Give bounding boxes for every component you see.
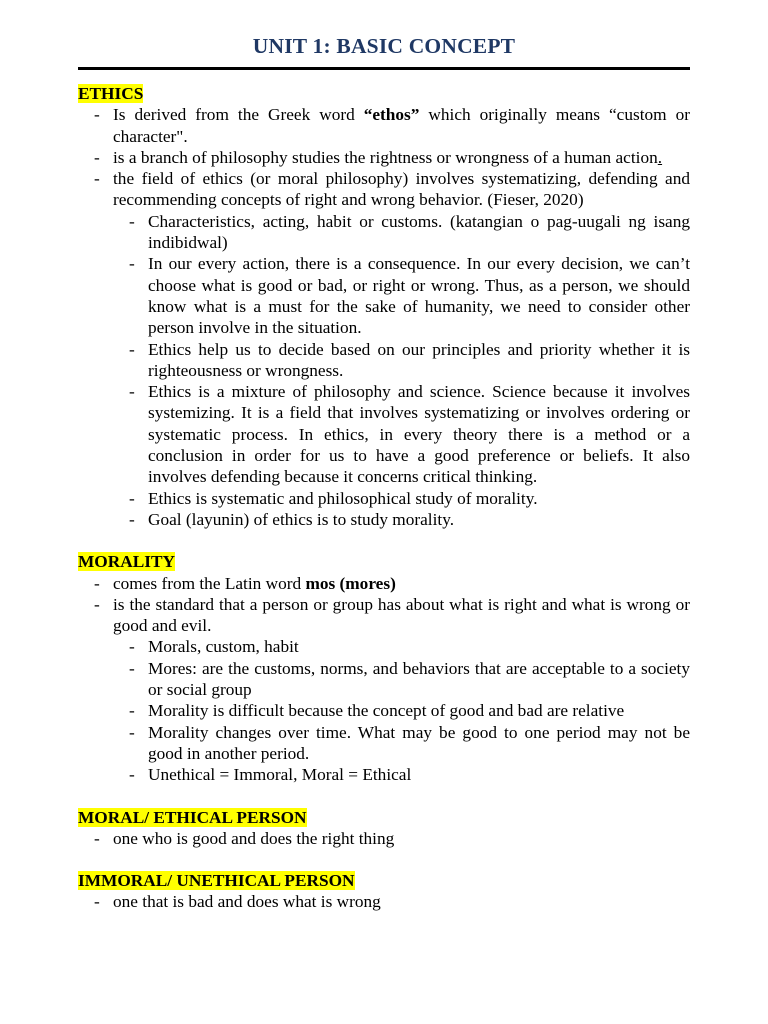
section-heading-ethics (78, 83, 690, 104)
morality-list (78, 573, 690, 786)
highlighted-heading-immoral-person: IMMORAL/ UNETHICAL PERSON (78, 871, 355, 891)
morality-item1-text: comes from the Latin word (113, 573, 306, 593)
document-body (78, 83, 690, 913)
list-item (78, 573, 690, 594)
morality-sub-text: Unethical = Immoral, Moral = Ethical (148, 765, 412, 785)
ethics-sub-text: Ethics is systematic and philosophical study of morality. (148, 488, 538, 508)
ethics-item3-text: the field of ethics (or moral philosophy) involves systematizing, defending and recommending concepts of right and wrong behavior. (Fieser, 2020) (113, 169, 690, 210)
sublist-item (113, 253, 690, 338)
bullet-dash: - (129, 339, 135, 359)
bullet-dash: - (129, 722, 135, 742)
morality-sub-text: Morality changes over time. What may be good to one period may not be good in another period. (148, 722, 690, 763)
section-heading-morality (78, 551, 690, 572)
ethics-sub-text: Goal (layunin) of ethics is to study morality. (148, 509, 455, 529)
sublist-item (113, 700, 690, 721)
section-immoral-person (78, 870, 690, 913)
immoral-person-item-text: one that is bad and does what is wrong (113, 892, 381, 912)
moral-person-item-text: one who is good and does the right thing (113, 828, 395, 848)
bullet-dash: - (129, 488, 135, 508)
morality-item2-text: is the standard that a person or group has about what is right and what is wrong or good and evil. (113, 594, 690, 636)
moral-person-list (78, 828, 690, 849)
bullet-dash: - (129, 382, 135, 402)
sublist-item (113, 339, 690, 382)
ethics-item1-bold: “ethos” (363, 105, 420, 125)
ethics-sub-text: Ethics help us to decide based on our principles and priority whether it is righteousness or wrongness. (148, 339, 690, 380)
ethics-sublist (113, 211, 690, 530)
morality-sub-text: Morality is difficult because the concept of good and bad are relative (148, 701, 625, 721)
highlighted-heading-morality: MORALITY (78, 552, 175, 572)
bullet-dash: - (129, 211, 135, 231)
bullet-dash: - (94, 892, 100, 912)
sublist-item (113, 211, 690, 254)
highlighted-heading-moral-person: MORAL/ ETHICAL PERSON (78, 807, 307, 827)
bullet-dash: - (94, 828, 100, 848)
list-item (78, 168, 690, 530)
section-spacer (78, 530, 690, 551)
section-spacer (78, 786, 690, 807)
section-ethics (78, 83, 690, 530)
ethics-sub-text: Ethics is a mixture of philosophy and science. Science because it involves systemizing. It is a field that involves systematizing or involves ordering or systematic process. In ethics, in every theory there is a method or a conclusion in order for us to have a good preference or beliefs. It also involves defending because it concerns critical thinking. (148, 382, 690, 487)
bullet-dash: - (94, 147, 100, 167)
morality-sublist (113, 636, 690, 785)
bullet-dash: - (94, 594, 100, 614)
immoral-person-list (78, 891, 690, 912)
ethics-item1-rest: which originally means “custom or character". (113, 105, 690, 146)
section-moral-person (78, 807, 690, 850)
sublist-item (113, 381, 690, 487)
ethics-item1-text: Is derived from the Greek word (113, 105, 364, 125)
sublist-item (113, 658, 690, 701)
sublist-item (113, 764, 690, 785)
bullet-dash: - (129, 701, 135, 721)
ethics-sub-text: Characteristics, acting, habit or customs. (katangian o pag-uugali ng isang indibidwal) (148, 211, 690, 253)
list-item (78, 828, 690, 849)
bullet-dash: - (129, 254, 135, 274)
bullet-dash: - (129, 637, 135, 657)
section-spacer (78, 849, 690, 870)
list-item (78, 147, 690, 168)
list-item (78, 891, 690, 912)
sublist-item (113, 722, 690, 765)
title-divider (78, 67, 690, 70)
section-heading-immoral-person (78, 870, 690, 891)
bullet-dash: - (129, 765, 135, 785)
list-item (78, 104, 690, 147)
ethics-sub-text: In our every action, there is a consequence. In our every decision, we can’t choose what is good or bad, or right or wrong. Thus, as a person, we should know what is a must for the sake of humanity, we need to consider other person involve in the situation. (148, 254, 690, 338)
bullet-dash: - (94, 105, 100, 125)
sublist-item (113, 488, 690, 509)
highlighted-heading-ethics: ETHICS (78, 84, 144, 103)
sublist-item (113, 636, 690, 657)
morality-sub-text: Mores: are the customs, norms, and behaviors that are acceptable to a society or social group (148, 658, 690, 700)
ethics-item2-text: is a branch of philosophy studies the rightness or wrongness of a human action (113, 147, 658, 167)
section-heading-moral-person (78, 807, 690, 828)
ethics-list (78, 104, 690, 530)
bullet-dash: - (129, 658, 135, 678)
bullet-dash: - (94, 169, 100, 189)
list-item (78, 594, 690, 786)
bullet-dash: - (129, 509, 135, 529)
page-title: UNIT 1: BASIC CONCEPT (252, 34, 516, 58)
sublist-item (113, 509, 690, 530)
bullet-dash: - (94, 573, 100, 593)
morality-item1-bold: mos (mores) (305, 573, 396, 593)
ethics-item2-underlined: . (657, 147, 663, 167)
section-morality (78, 551, 690, 785)
morality-sub-text: Morals, custom, habit (148, 637, 299, 657)
